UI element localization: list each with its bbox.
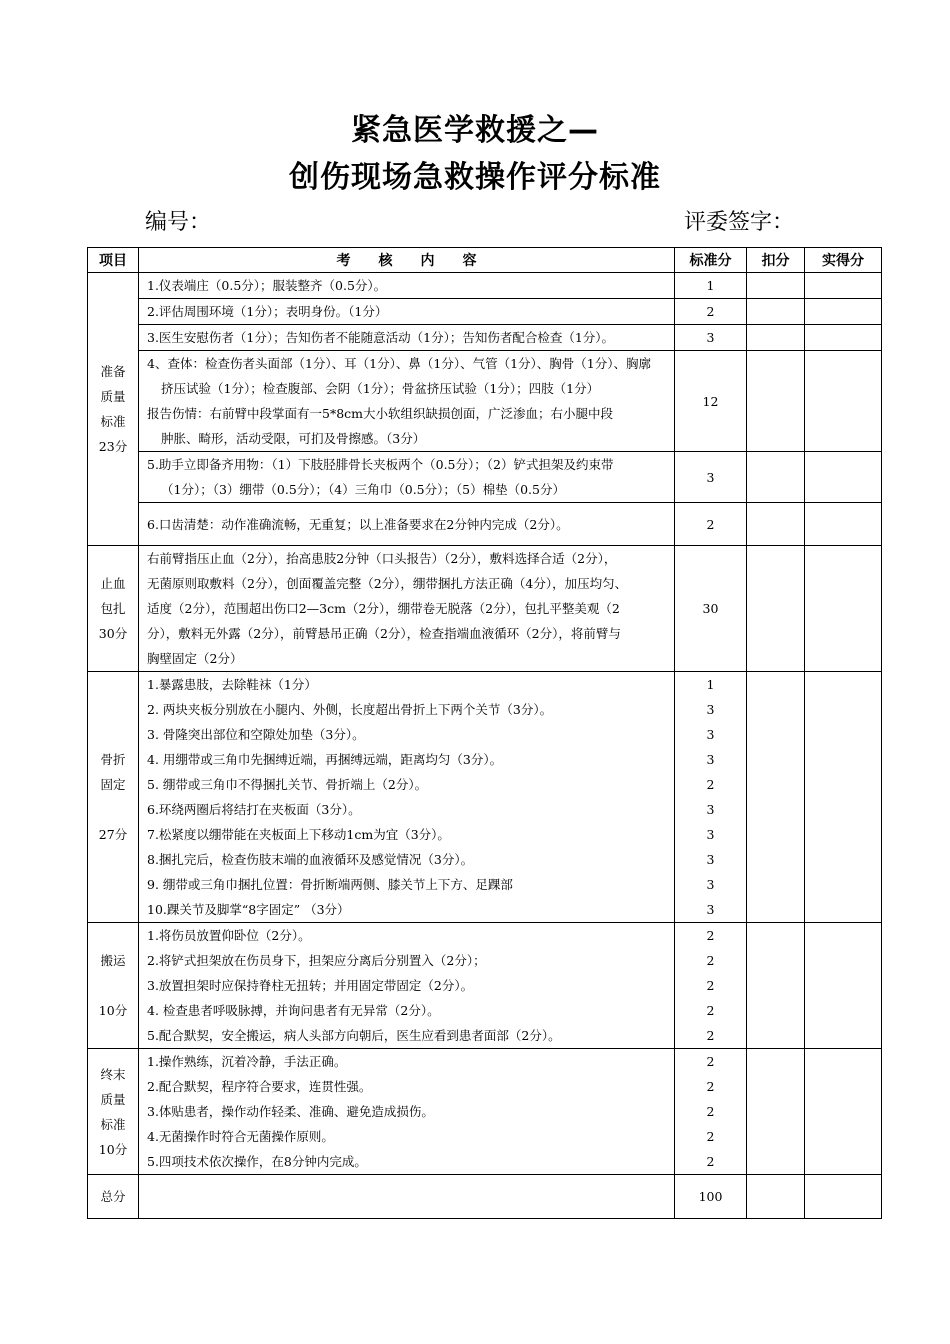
- section-label-line: 搬运: [100, 953, 126, 968]
- content-line: 胸壁固定（2分）: [147, 651, 243, 666]
- table-body: [88, 273, 882, 1219]
- title-line-2: 创伤现场急救操作评分标准: [289, 160, 661, 195]
- standard-score-cell: [675, 923, 747, 1049]
- content-line: 无菌原则取敷料（2分），创面覆盖完整（2分），绷带捆扎方法正确（4分），加压均匀、: [147, 576, 628, 591]
- content-line: 肿胀、畸形，活动受限，可扪及骨擦感。（3分）: [161, 431, 426, 446]
- deduction-cell[interactable]: [747, 1049, 805, 1175]
- section-label-line: 标准: [100, 1116, 126, 1132]
- standard-score-cell: 2: [675, 299, 747, 325]
- table-row: [88, 351, 882, 452]
- deduction-cell[interactable]: [747, 672, 805, 923]
- header-project: 项目: [88, 248, 139, 273]
- score-line: 3: [706, 827, 715, 842]
- content-line: （1分）；（3）绷带（0.5分）；（4）三角巾（0.5分）；（5）棉垫（0.5分）: [161, 482, 565, 497]
- content-line: 5.助手立即备齐用物：（1）下肢胫腓骨长夹板两个（0.5分）；（2）铲式担架及约束带: [147, 457, 614, 472]
- standard-score-cell: 30: [675, 546, 747, 672]
- actual-score-cell[interactable]: [805, 503, 882, 546]
- content-line: 7.松紧度以绷带能在夹板面上下移动1cm为宜（3分）。: [147, 827, 450, 842]
- section-label-line: 固定: [100, 777, 126, 792]
- score-line: 2: [706, 1154, 715, 1169]
- score-line: 2: [706, 978, 715, 993]
- content-line: 8.捆扎完后，检查伤肢末端的血液循环及感觉情况（3分）。: [147, 852, 474, 867]
- section-label-line: 准备: [100, 364, 126, 379]
- content-line: 4、查体：检查伤者头面部（1分）、耳（1分）、鼻（1分）、气管（1分）、胸骨（1分）、胸廓: [147, 356, 651, 371]
- score-line: 3: [706, 902, 715, 917]
- table-row: [88, 1049, 882, 1175]
- table-row: [88, 452, 882, 503]
- actual-score-cell[interactable]: [805, 325, 882, 351]
- content-line: 1.仪表端庄（0.5分）；服装整齐（0.5分）。: [147, 278, 387, 293]
- table-row: [88, 503, 882, 546]
- score-line: 2: [706, 1129, 715, 1144]
- score-line: 2: [706, 1054, 715, 1069]
- content-cell: [139, 672, 675, 923]
- content-line: 5. 绷带或三角巾不得捆扎关节、骨折端上（2分）。: [147, 777, 428, 792]
- score-line: 2: [706, 1079, 715, 1094]
- total-content-cell: [139, 1175, 675, 1219]
- content-line: 10.踝关节及脚掌“8字固定” （3分）: [147, 902, 350, 917]
- content-cell: [139, 923, 675, 1049]
- section-label-line: 30分: [98, 626, 128, 641]
- content-line: 5.配合默契，安全搬运，病人头部方向朝后，医生应看到患者面部（2分）。: [147, 1028, 561, 1043]
- section-label-0: [88, 273, 139, 546]
- section-label-line: 包扎: [100, 601, 126, 616]
- section-label-line: 终末: [100, 1066, 126, 1082]
- standard-score-cell: [675, 1049, 747, 1175]
- content-line: 适度（2分），范围超出伤口2—3cm（2分），绷带卷无脱落（2分），包扎平整美观（2: [147, 601, 620, 616]
- score-line: 2: [706, 1003, 715, 1018]
- score-line: 1: [706, 677, 715, 692]
- section-label-line: 质量: [100, 1091, 126, 1107]
- content-line: 2. 两块夹板分别放在小腿内、外侧，长度超出骨折上下两个关节（3分）。: [147, 702, 553, 717]
- standard-score-cell: 3: [675, 325, 747, 351]
- content-cell: [139, 546, 675, 672]
- content-line: 1.将伤员放置仰卧位（2分）。: [147, 928, 311, 943]
- content-line: 4. 检查患者呼吸脉搏，并询问患者有无异常（2分）。: [147, 1003, 440, 1018]
- table-row: [88, 325, 882, 351]
- content-cell: [139, 273, 675, 299]
- header-deduction: 扣分: [747, 248, 805, 273]
- title-line-1: 紧急医学救援之—: [351, 113, 599, 148]
- score-line: 2: [706, 1028, 715, 1043]
- standard-score-cell: [675, 672, 747, 923]
- score-line: 3: [706, 752, 715, 767]
- section-label-line: 骨折: [100, 752, 126, 767]
- table-row: [88, 299, 882, 325]
- score-line: 3: [706, 852, 715, 867]
- content-line: 6.口齿清楚：动作准确流畅，无重复；以上准备要求在2分钟内完成（2分）。: [147, 516, 569, 532]
- content-cell: [139, 299, 675, 325]
- deduction-cell[interactable]: [747, 273, 805, 299]
- total-row: [88, 1175, 882, 1219]
- header-standard-score: 标准分: [675, 248, 747, 273]
- content-cell: [139, 351, 675, 452]
- content-cell: [139, 503, 675, 546]
- content-line: 3.体贴患者，操作动作轻柔、准确、避免造成损伤。: [147, 1104, 434, 1119]
- content-line: 3.医生安慰伤者（1分）；告知伤者不能随意活动（1分）；告知伤者配合检查（1分）。: [147, 330, 615, 345]
- score-line: 2: [706, 777, 715, 792]
- score-line: 2: [706, 1104, 715, 1119]
- content-line: 2.评估周围环境（1分）；表明身份。（1分）: [147, 304, 388, 319]
- content-line: 2.将铲式担架放在伤员身下，担架应分离后分别置入（2分）；: [147, 953, 486, 968]
- content-line: 1.操作熟练，沉着冷静，手法正确。: [147, 1054, 347, 1069]
- header-content: [139, 248, 675, 273]
- standard-score-cell: 12: [675, 351, 747, 452]
- actual-score-cell[interactable]: [805, 351, 882, 452]
- content-line: 3. 骨隆突出部位和空隙处加垫（3分）。: [147, 727, 365, 742]
- content-line: 右前臂指压止血（2分），抬高患肢2分钟（口头报告）（2分），敷料选择合适（2分），: [147, 551, 617, 566]
- content-line: 分），敷料无外露（2分），前臂悬吊正确（2分），检查指端血液循环（2分），将前臂与: [147, 626, 621, 641]
- section-label-3: [88, 923, 139, 1049]
- table-row: [88, 273, 882, 299]
- section-label-line: 27分: [98, 827, 128, 842]
- content-line: 6.环绕两圈后将结打在夹板面（3分）。: [147, 802, 361, 817]
- deduction-cell[interactable]: [747, 325, 805, 351]
- section-label-1: [88, 546, 139, 672]
- score-line: 3: [706, 877, 715, 892]
- deduction-cell[interactable]: [747, 923, 805, 1049]
- actual-score-cell[interactable]: [805, 1049, 882, 1175]
- content-line: 4.无菌操作时符合无菌操作原则。: [147, 1129, 334, 1144]
- content-line: 1.暴露患肢，去除鞋袜（1分）: [147, 677, 317, 692]
- content-line: 2.配合默契，程序符合要求，连贯性强。: [147, 1079, 372, 1094]
- standard-score-cell: 2: [675, 503, 747, 546]
- section-label-line: 标准: [100, 414, 126, 429]
- deduction-cell[interactable]: [747, 351, 805, 452]
- actual-score-cell[interactable]: [805, 1175, 882, 1219]
- section-label-4: [88, 1049, 139, 1175]
- score-line: 3: [706, 727, 715, 742]
- deduction-cell[interactable]: [747, 503, 805, 546]
- content-cell: [139, 325, 675, 351]
- deduction-cell[interactable]: [747, 452, 805, 503]
- section-label-line: [88, 973, 138, 998]
- standard-score-cell: 3: [675, 452, 747, 503]
- table-row: [88, 672, 882, 923]
- content-line: 报告伤情：右前臂中段掌面有一5*8cm大小软组织缺损创面，广泛渗血；右小腿中段: [147, 406, 614, 421]
- scoring-table: [87, 247, 882, 1219]
- content-line: 9. 绷带或三角巾捆扎位置：骨折断端两侧、膝关节上下方、足踝部: [147, 877, 513, 892]
- total-label: 总分: [88, 1175, 139, 1219]
- table-row: [88, 546, 882, 672]
- actual-score-cell[interactable]: [805, 299, 882, 325]
- content-cell: [139, 1049, 675, 1175]
- deduction-cell[interactable]: [747, 546, 805, 672]
- score-line: 2: [706, 928, 715, 943]
- content-line: 3.放置担架时应保持脊柱无扭转；并用固定带固定（2分）。: [147, 978, 474, 993]
- section-label-line: 10分: [98, 1141, 128, 1157]
- standard-score-cell: 1: [675, 273, 747, 299]
- section-label-line: [88, 797, 138, 822]
- actual-score-cell[interactable]: [805, 672, 882, 923]
- score-line: 2: [706, 953, 715, 968]
- section-label-line: 质量: [100, 389, 126, 404]
- score-line: 3: [706, 802, 715, 817]
- section-label-line: 止血: [100, 576, 126, 591]
- judge-signature-label: 评委签字：: [684, 210, 795, 235]
- content-line: 5.四项技术依次操作，在8分钟内完成。: [147, 1154, 367, 1169]
- header-actual-score: 实得分: [805, 248, 882, 273]
- actual-score-cell[interactable]: [805, 923, 882, 1049]
- actual-score-cell[interactable]: [805, 273, 882, 299]
- header-content-label: 考核内容: [336, 253, 505, 269]
- total-score: 100: [675, 1175, 747, 1219]
- deduction-cell[interactable]: [747, 1175, 805, 1219]
- table-header-row: [88, 248, 882, 273]
- score-line: 3: [706, 702, 715, 717]
- content-cell: [139, 452, 675, 503]
- table-row: [88, 923, 882, 1049]
- content-line: 挤压试验（1分）；检查腹部、会阴（1分）；骨盆挤压试验（1分）；四肢（1分）: [161, 381, 600, 396]
- number-label: 编号：: [145, 210, 212, 235]
- section-label-2: [88, 672, 139, 923]
- section-label-line: 10分: [98, 1003, 128, 1018]
- content-line: 4. 用绷带或三角巾先捆缚近端，再捆缚远端，距离均匀（3分）。: [147, 752, 503, 767]
- actual-score-cell[interactable]: [805, 452, 882, 503]
- section-label-line: 23分: [98, 439, 128, 454]
- actual-score-cell[interactable]: [805, 546, 882, 672]
- deduction-cell[interactable]: [747, 299, 805, 325]
